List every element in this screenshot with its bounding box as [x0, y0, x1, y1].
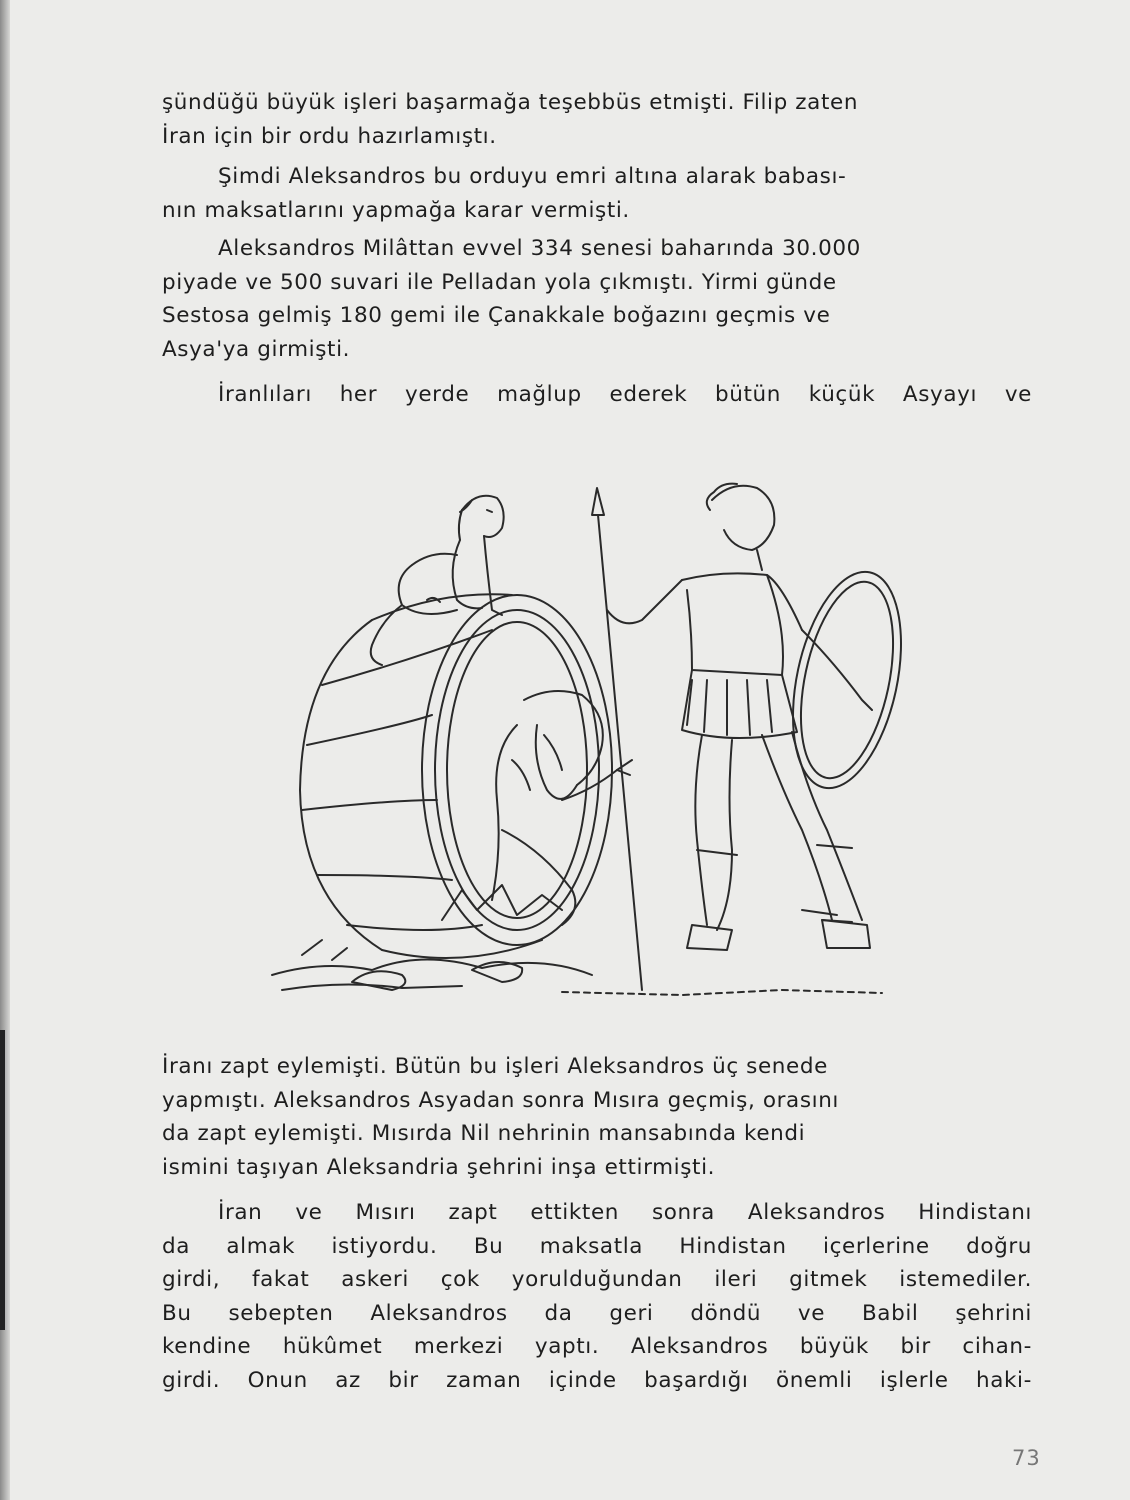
paragraph-6: [162, 1196, 1032, 1398]
spear: [592, 488, 642, 990]
text-line: İran için bir ordu hazırlamıştı.: [162, 123, 497, 149]
paragraph-5: [162, 1050, 1032, 1184]
text-line: Bu sebepten Aleksandros da geri döndü ve Babil şehrini: [162, 1300, 1032, 1326]
page-number: 73: [1012, 1446, 1041, 1470]
diogenes-figure: [492, 691, 632, 925]
text-line: nın maksatlarını yapmağa karar vermişti.: [162, 197, 630, 223]
text-line: şündüğü büyük işleri başarmağa teşebbüs etmişti. Filip zaten: [162, 90, 859, 115]
alexander-figure: [607, 484, 919, 950]
illustration-alexander-and-diogenes: [262, 470, 922, 1010]
text-line: Şimdi Aleksandros bu orduyu emri altına alarak babası-: [218, 164, 847, 189]
text-line: İranlıları her yerde mağlup ederek bütün küçük Asyayı ve: [218, 382, 1032, 407]
ground-rocks: [272, 910, 882, 995]
text-line: İranı zapt eylemişti. Bütün bu işleri Aleksandros üç senede: [162, 1054, 828, 1079]
text-line: da zapt eylemişti. Mısırda Nil nehrinin mansabında kendi: [162, 1121, 806, 1147]
text-line: ismini taşıyan Aleksandria şehrini inşa ettirmişti.: [162, 1154, 716, 1180]
text-line: da almak istiyordu. Bu maksatla Hindistan içerlerine doğru: [162, 1233, 1032, 1259]
text-line: yapmıştı. Aleksandros Asyadan sonra Mısıra geçmiş, orasını: [162, 1087, 839, 1113]
text-line: girdi, fakat askeri çok yorulduğundan ileri gitmek istemediler.: [162, 1267, 1032, 1293]
text-line: Sestosa gelmiş 180 gemi ile Çanakkale boğazını geçmis ve: [162, 303, 831, 329]
barrel: [300, 594, 612, 958]
text-line: kendine hükûmet merkezi yaptı. Aleksandros büyük bir cihan-: [162, 1334, 1032, 1360]
text-line: girdi. Onun az bir zaman içinde başardığı önemli işlerle haki-: [162, 1367, 1032, 1393]
paragraph-3: [162, 232, 1032, 366]
paragraph-1: [162, 86, 1032, 153]
text-line: Aleksandros Milâttan evvel 334 senesi baharında 30.000: [218, 236, 861, 261]
paragraph-4: [162, 378, 1032, 412]
text-line: İran ve Mısırı zapt ettikten sonra Aleksandros Hindistanı: [218, 1200, 1032, 1225]
page-edge-mark: [0, 1030, 5, 1330]
paragraph-2: [162, 160, 1032, 227]
text-line: Asya'ya girmişti.: [162, 336, 351, 362]
text-line: piyade ve 500 suvari ile Pelladan yola çıkmıştı. Yirmi günde: [162, 269, 837, 295]
